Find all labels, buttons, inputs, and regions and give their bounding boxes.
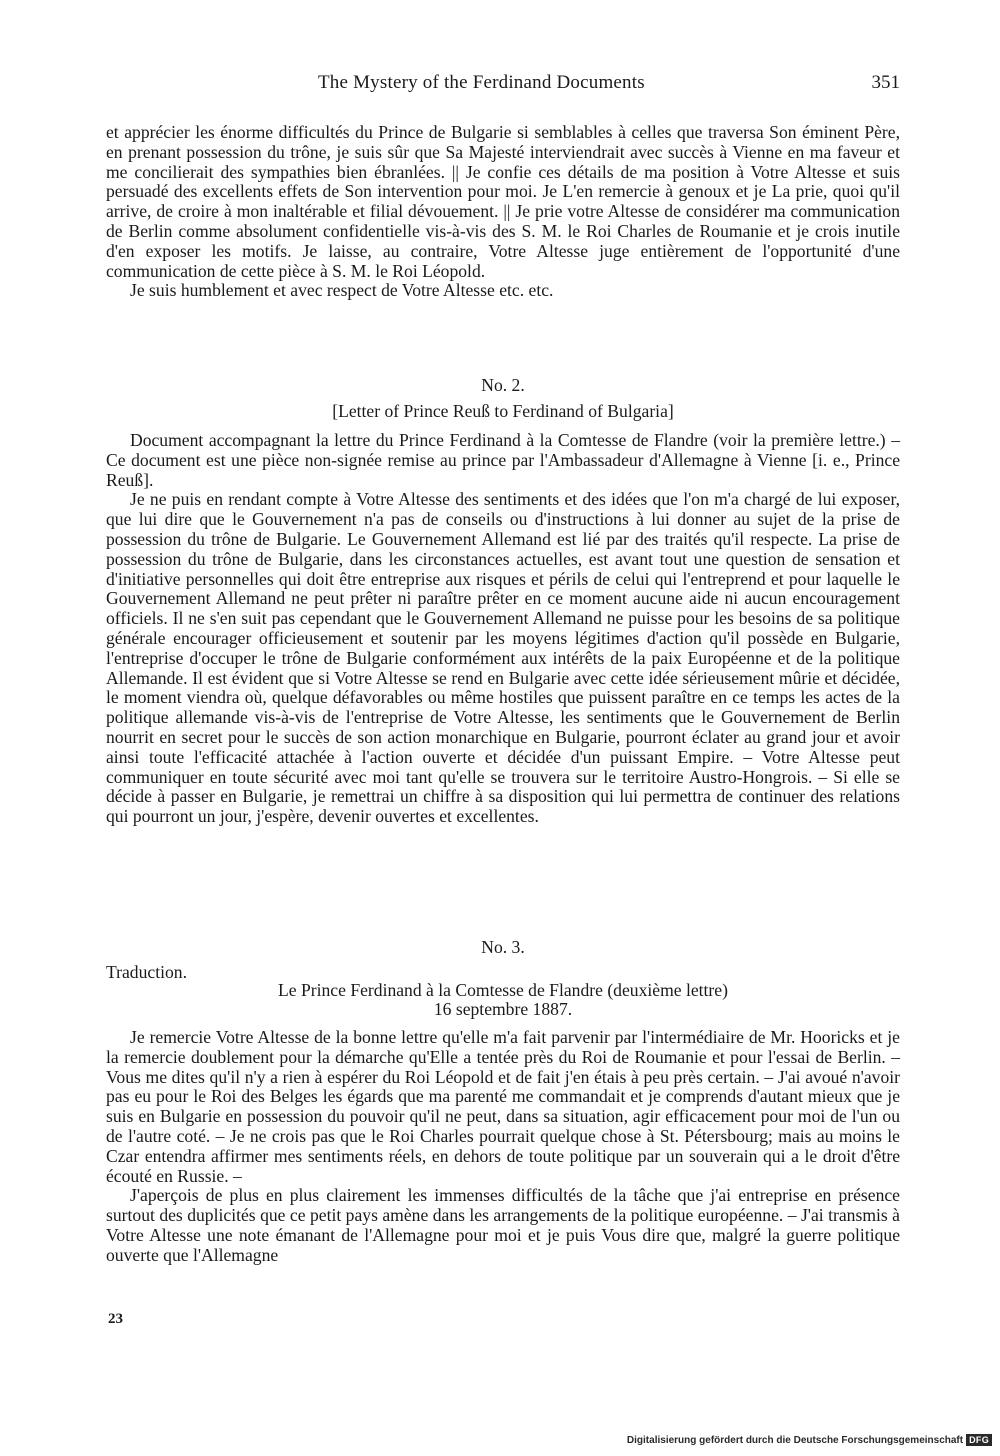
section-3-number: No. 3.	[481, 937, 525, 957]
section-3-title: Le Prince Ferdinand à la Comtesse de Flandre (deuxième lettre)	[278, 980, 728, 1000]
paragraph: Document accompagnant la lettre du Prince Ferdinand à la Comtesse de Flandre (voir la première lettre.) – Ce document est une pièce non-signée remise au prince par l'Ambassadeur d'Allemagne à Vienne [i. e., Prince Reuß].	[106, 430, 900, 490]
paragraph: Je remercie Votre Altesse de la bonne lettre qu'elle m'a fait parvenir par l'intermédiaire de Mr. Hooricks et je la remercie doublement pour la démarche qu'Elle a tentée près du Roi de Roumanie et pour l'essai de Berlin. – Vous me dites qu'il n'y a rien à espérer du Roi Léopold et de fait j'en étais à peu près certain. – J'ai avoué n'avoir pas eu pour le Roi des Belges les égards que ma parenté me commandait et je comprends d'autant mieux que je suis en Bulgarie en possession du pouvoir qu'il ne peut, dans sa situation, agir efficacement pour moi de l'un ou de l'autre coté. – Je ne crois pas que le Roi Charles pourrait quelque chose à St. Pétersbourg; mais au moins le Czar entendra affirmer mes sentiments réels, en dehors de toute politique par un souverain qui a le droit d'être écouté en Russie. –	[106, 1027, 900, 1186]
digitization-credit	[627, 1434, 992, 1446]
folio-number: 23	[108, 1311, 123, 1327]
section-2-number: No. 2.	[481, 375, 525, 395]
section-2-title: [Letter of Prince Reuß to Ferdinand of Bulgaria]	[332, 401, 674, 421]
credit-text: Digitalisierung gefördert durch die Deutsche Forschungsgemeinschaft	[626, 1434, 964, 1446]
translation-label: Traduction.	[106, 962, 187, 982]
section-3-body	[106, 1028, 900, 1266]
paragraph: Je suis humblement et avec respect de Votre Altesse etc. etc.	[130, 280, 554, 301]
paragraph: et apprécier les énorme difficultés du Prince de Bulgarie si semblables à celles que traversa Son éminent Père, en prenant possession du trône, je suis sûr que Sa Majesté interviendrait avec succès à Vienne en ma faveur et me concilierait des sympathies bien ébranlées. || Je confie ces détails de ma position à Votre Altesse et suis persuadé des excellents effets de Son intervention pour moi. Je L'en remercie à genoux et je La prie, quoi qu'il arrive, de croire à mon inaltérable et filial dévouement. || Je prie votre Altesse de considérer ma communication de Berlin comme absolument confidentielle vis-à-vis des S. M. le Roi Charles de Roumanie et je crois inutile d'en exposer les motifs. Je laisse, au contraire, Votre Altesse juge entièrement de l'opportunité d'une communication de cette pièce à S. M. le Roi Léopold.	[106, 122, 900, 281]
dfg-logo-icon: DFG	[966, 1434, 992, 1446]
running-head: The Mystery of the Ferdinand Documents	[318, 72, 645, 93]
paragraph: J'aperçois de plus en plus clairement les immenses difficultés de la tâche que j'ai entreprise en présence surtout des duplicités que ce petit pays amène dans les arrangements de la politique européenne. – J'ai transmis à Votre Altesse une note émanant de l'Allemagne pour moi et je puis Vous dire que, malgré la guerre politique ouverte que l'Allemagne	[106, 1185, 900, 1265]
page-number: 351	[871, 72, 900, 93]
section-2-body	[106, 431, 900, 827]
paragraph: Je ne puis en rendant compte à Votre Altesse des sentiments et des idées que l'on m'a chargé de lui exposer, que lui dire que le Gouvernement n'a pas de conseils ou d'instructions à lui donner au sujet de la prise de possession du trône de Bulgarie. Le Gouvernement Allemand est lié par des traités qu'il respecte. La prise de possession du trône de Bulgarie, dans les circonstances actuelles, est avant tout une question de sensation et d'initiative personnelles qui doit être entreprise aux risques et périls de celui qui l'entreprend et pour laquelle le Gouvernement Allemand ne peut prêter ni paraître prêter en ce moment aucune aide ni aucun encouragement officiels. Il ne s'en suit pas cependant que le Gouvernement Allemand ne puisse pour les besoins de sa politique générale encourager officieusement et soutenir par les moyens légitimes d'action qu'il possède en Bulgarie, l'entreprise d'occuper le trône de Bulgarie conformément aux intérêts de la paix Européenne et de la politique Allemande. Il est évident que si Votre Altesse se rend en Bulgarie avec cette idée sérieusement mûrie et décidée, le moment viendra où, quelque défavorables ou même hostiles que puissent paraître en ce temps les actes de la politique allemande vis-à-vis de l'entreprise de Votre Altesse, les sentiments que le Gouvernement de Berlin nourrit en secret pour le succès de son action monarchique en Bulgarie, pourront éclater au grand jour et avoir ainsi toute l'efficacité attachée à l'action ouverte et décidée d'un puissant Empire. – Votre Altesse peut communiquer en toute sécurité avec moi tant qu'elle se trouvera sur le territoire Austro-Hongrois. – Si elle se décide à passer en Bulgarie, je remettrai un chiffre à sa disposition qui lui permettra de continuer des relations qui pourront un jour, j'espère, devenir ouvertes et excellentes.	[106, 489, 900, 827]
section-1-body	[106, 123, 900, 301]
section-3-date: 16 septembre 1887.	[433, 999, 573, 1019]
